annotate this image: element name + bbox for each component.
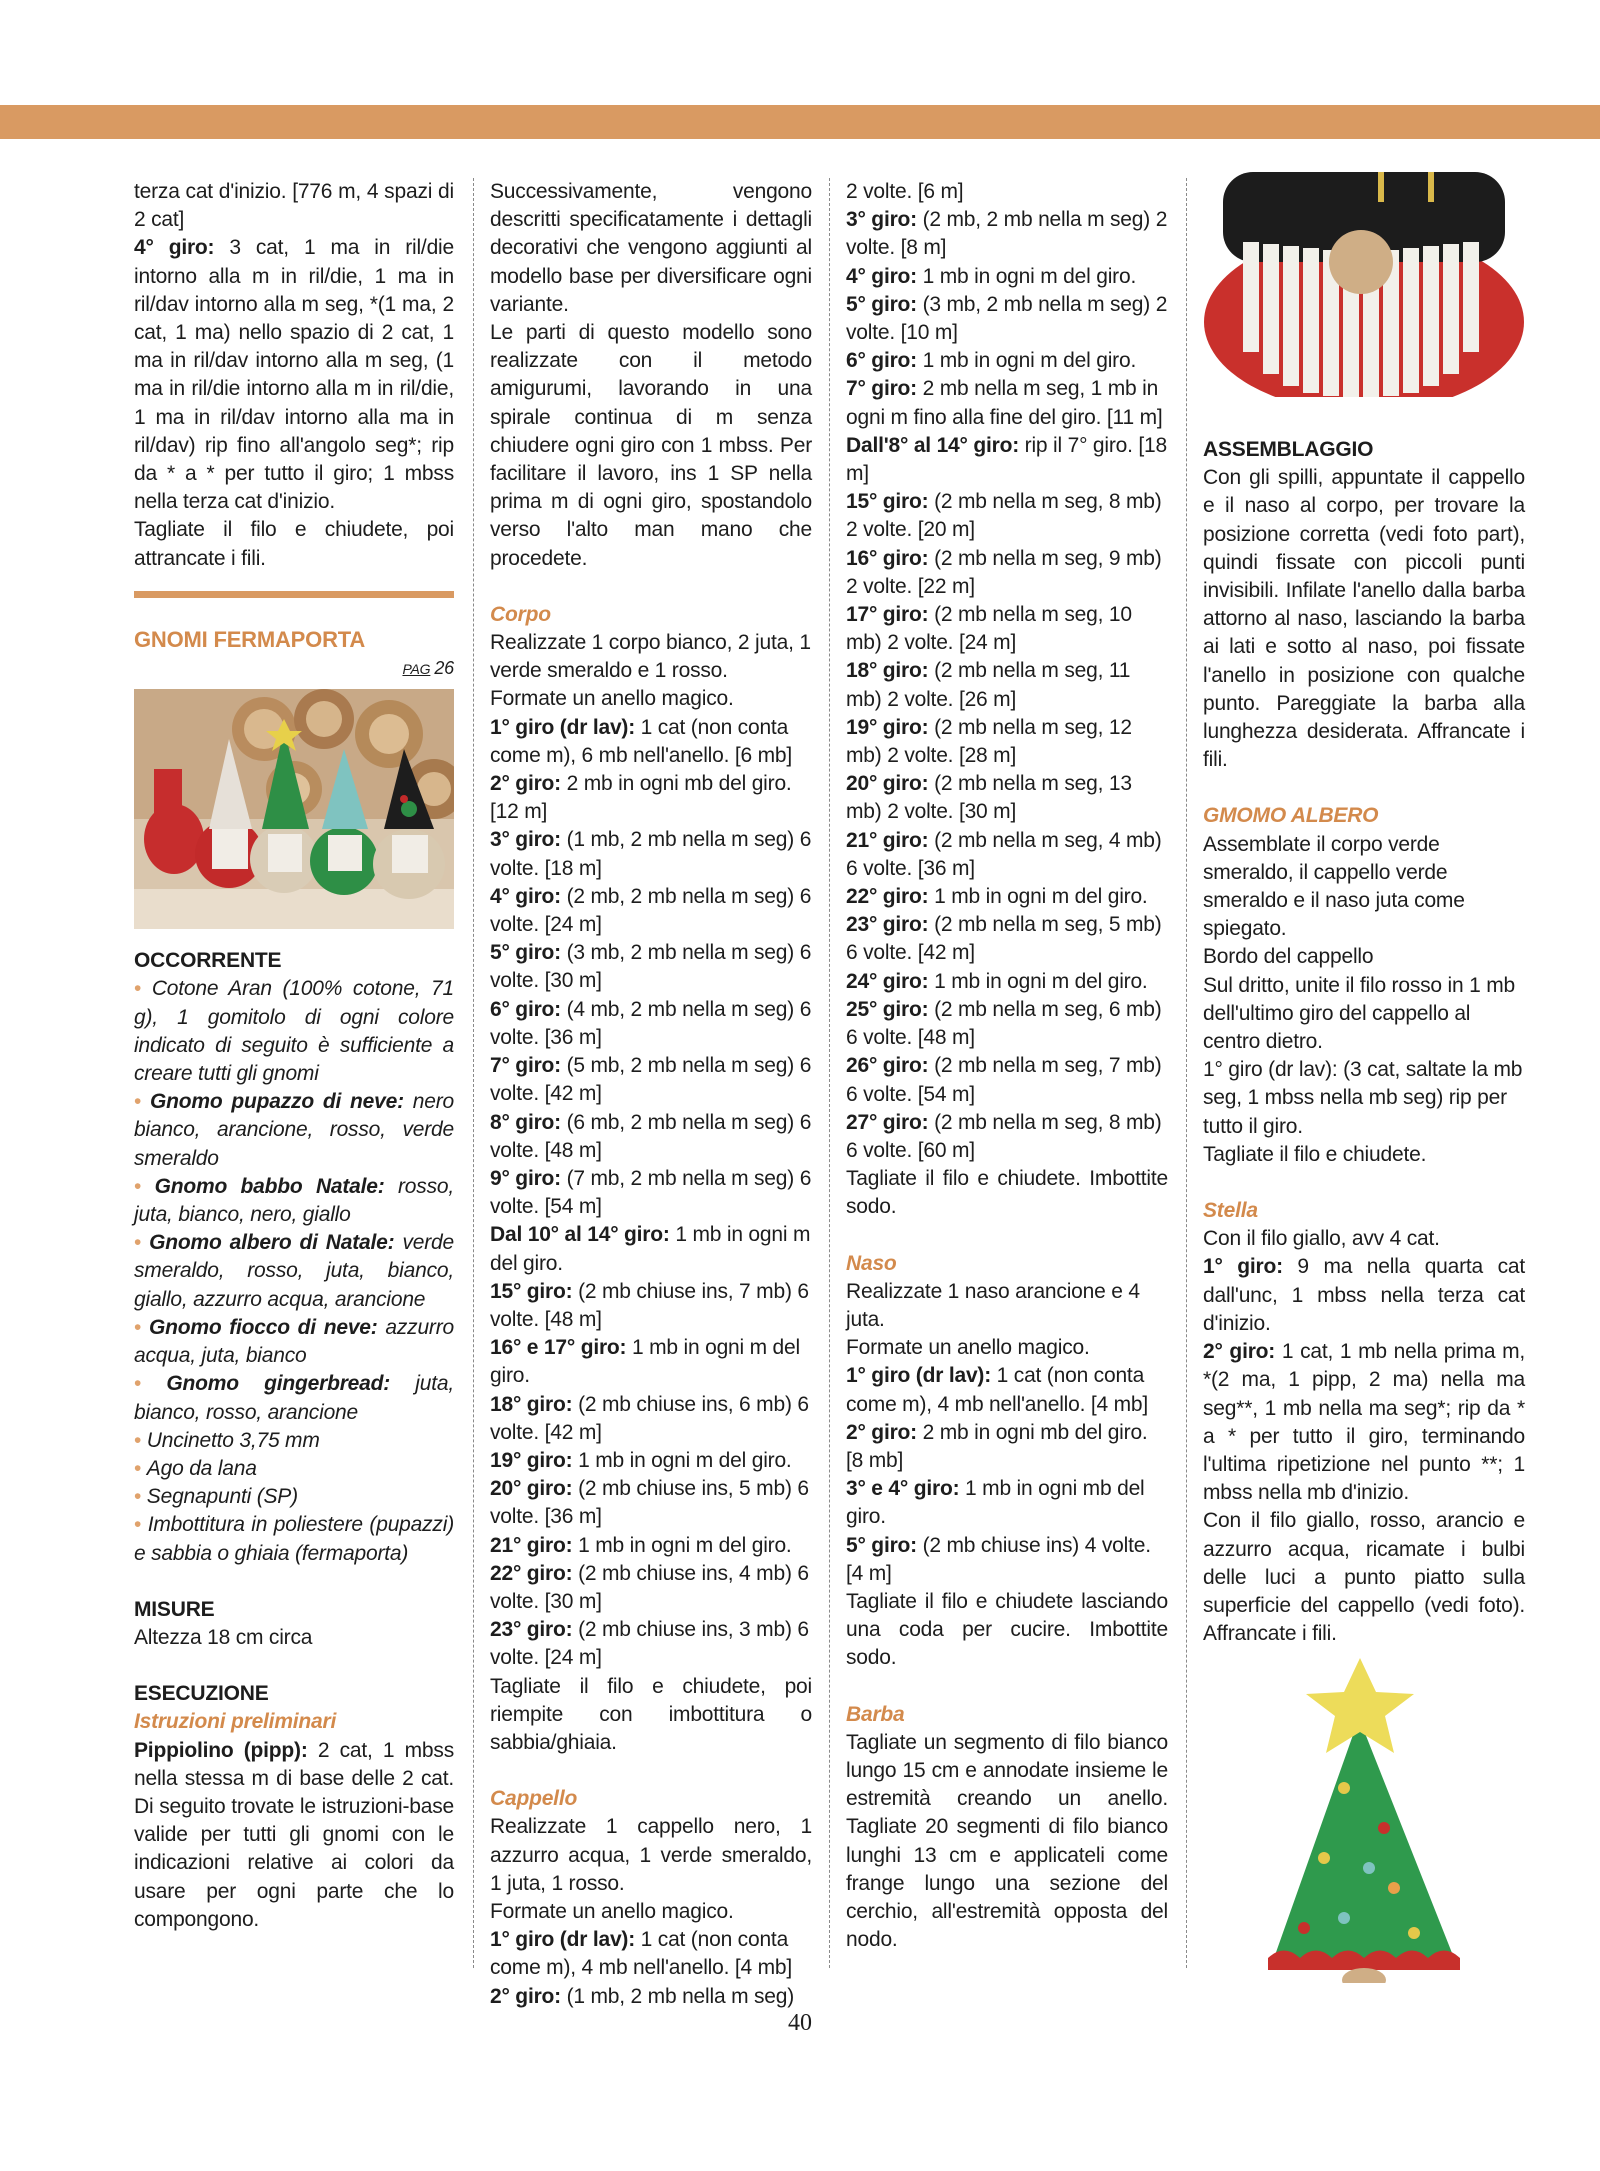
- header-color-band: [0, 105, 1600, 139]
- round-instruction: 5° giro: (2 mb chiuse ins) 4 volte. [4 m]: [846, 1533, 1151, 1585]
- paragraph: Con il filo giallo, rosso, arancio e azzurro acqua, ricamate i bulbi delle luci a punto piatto sulla superficie del cappello (vedi foto). Affrancate i fili.: [1203, 1509, 1525, 1646]
- round-instruction: 4° giro: 1 mb in ogni m del giro.: [846, 264, 1137, 288]
- round-instruction: 1° giro: 9 ma nella quarta cat dall'unc, 1 mbss nella terza cat d'inizio.: [1203, 1255, 1525, 1335]
- round-instruction: 4° giro: 3 cat, 1 ma in ril/die intorno alla m in ril/die, 1 ma in ril/dav intorno alla m seg, *(1 ma, 2 cat, 1 ma) nello spazio di 2 cat, 1 ma in ril/dav intorno alla m seg, (1 ma in ril/die intorno alla m in ril/die, 1 ma in ril/dav intorno alla ma in ril/dav) rip fino all'angolo seg*; rip da * a * per tutto il giro; 1 mbss nella terza cat d'inizio.: [134, 236, 454, 514]
- round-instruction: Dal 10° al 14° giro: 1 mb in ogni m del giro.: [490, 1223, 811, 1275]
- paragraph: Realizzate 1 corpo bianco, 2 juta, 1 verde smeraldo e 1 rosso.: [490, 631, 811, 683]
- round-instruction: 19° giro: 1 mb in ogni m del giro.: [490, 1448, 792, 1472]
- subheading: Istruzioni preliminari: [134, 1710, 337, 1734]
- round-instruction: 1° giro (dr lav): 1 cat (non conta come m), 4 mb nell'anello. [4 mb]: [490, 1928, 793, 1980]
- list-item: • Gnomo babbo Natale: rosso, juta, bianco, nero, giallo: [134, 1174, 454, 1227]
- paragraph: Le parti di questo modello sono realizzate con il metodo amigurumi, lavorando in una spirale continua di m senza chiudere ogni giro con 1 mbss. Per facilitare il lavoro, ins 1 SP nella prima m di ogni giro, spostandolo verso l'alto man mano che procedete.: [490, 321, 812, 570]
- list-item: • Cotone Aran (100% cotone, 71 g), 1 gomitolo di ogni colore indicato di seguito è sufficiente a creare tutti gli gnomi: [134, 977, 454, 1086]
- round-instruction: 7° giro: (5 mb, 2 mb nella m seg) 6 volte. [42 m]: [490, 1054, 812, 1106]
- section-rule: [134, 591, 454, 598]
- round-instruction: 2° giro: 2 mb in ogni mb del giro. [12 m]: [490, 772, 792, 824]
- round-instruction: 6° giro: 1 mb in ogni m del giro.: [846, 349, 1137, 373]
- section-heading: OCCORRENTE: [134, 949, 282, 973]
- list-item: • Imbottitura in poliestere (pupazzi) e sabbia o ghiaia (fermaporta): [134, 1513, 454, 1565]
- subheading: GMOMO ALBERO: [1203, 804, 1379, 828]
- round-instruction: 21° giro: (2 mb nella m seg, 4 mb) 6 volte. [36 m]: [846, 828, 1162, 880]
- paragraph: Bordo del cappello: [1203, 945, 1374, 969]
- subheading: Barba: [846, 1702, 905, 1726]
- round-instruction: 22° giro: (2 mb chiuse ins, 4 mb) 6 volte. [30 m]: [490, 1561, 809, 1613]
- round-instruction: 2° giro: 2 mb in ogni mb del giro. [8 mb]: [846, 1420, 1148, 1472]
- round-instruction: 16° giro: (2 mb nella m seg, 9 mb) 2 volte. [22 m]: [846, 546, 1162, 598]
- round-instruction: 18° giro: (2 mb chiuse ins, 6 mb) 6 volte. [42 m]: [490, 1392, 809, 1444]
- paragraph: Realizzate 1 naso arancione e 4 juta.: [846, 1279, 1140, 1331]
- round-instruction: 6° giro: (4 mb, 2 mb nella m seg) 6 volte. [36 m]: [490, 997, 812, 1049]
- section-heading: MISURE: [134, 1597, 215, 1621]
- round-instruction: 2° giro: 1 cat, 1 mb nella prima m, *(2 ma, 1 pipp, 2 ma) nella ma seg**, 1 mb nella ma seg*; rip da * a * per tutto il giro, terminando l'ultima ripetizione nel punto **; 1 mbss nella mb d'inizio.: [1203, 1340, 1525, 1505]
- tree-gnome-photo: [1244, 1658, 1484, 1983]
- section-heading: ESECUZIONE: [134, 1682, 269, 1706]
- materials-list: [134, 975, 454, 1567]
- round-instruction: 1° giro (dr lav): 1 cat (non conta come m), 6 mb nell'anello. [6 mb]: [490, 715, 793, 767]
- paragraph: Tagliate un segmento di filo bianco lungo 15 cm e annodate insieme le estremità creando un anello. Tagliate 20 segmenti di filo bianco lunghi 13 cm e applicateli come frange lungo una sezione del cerchio, all'estremità opposta del nodo.: [846, 1730, 1168, 1952]
- paragraph: Formate un anello magico.: [490, 1899, 734, 1923]
- santa-gnome-detail-photo: [1203, 172, 1525, 397]
- round-instruction: 27° giro: (2 mb nella m seg, 8 mb) 6 volte. [60 m]: [846, 1110, 1162, 1162]
- round-instruction: 16° e 17° giro: 1 mb in ogni m del giro.: [490, 1336, 800, 1388]
- column-4: [1203, 436, 1525, 1648]
- list-item: • Gnomo albero di Natale: verde smeraldo, rosso, juta, bianco, giallo, azzurro acqua, arancione: [134, 1231, 454, 1311]
- round-instruction: 8° giro: (6 mb, 2 mb nella m seg) 6 volte. [48 m]: [490, 1110, 812, 1162]
- round-instruction: 23° giro: (2 mb chiuse ins, 3 mb) 6 volte. [24 m]: [490, 1618, 809, 1670]
- paragraph: terza cat d'inizio. [776 m, 4 spazi di 2 cat]: [134, 180, 454, 232]
- round-instruction: 3° e 4° giro: 1 mb in ogni mb del giro.: [846, 1477, 1145, 1529]
- round-instruction: Dall'8° al 14° giro: rip il 7° giro. [18 m]: [846, 433, 1167, 486]
- page-number: 40: [788, 2010, 812, 2036]
- round-instruction: 3° giro: (2 mb, 2 mb nella m seg) 2 volte. [8 m]: [846, 208, 1168, 260]
- paragraph: Realizzate 1 cappello nero, 1 azzurro acqua, 1 verde smeraldo, 1 juta, 1 rosso.: [490, 1815, 812, 1895]
- paragraph: Altezza 18 cm circa: [134, 1625, 313, 1649]
- round-instruction: 20° giro: (2 mb nella m seg, 13 mb) 2 volte. [30 m]: [846, 772, 1132, 824]
- subheading: Stella: [1203, 1199, 1258, 1223]
- subheading: Naso: [846, 1251, 897, 1275]
- paragraph: Con il filo giallo, avv 4 cat.: [1203, 1227, 1440, 1251]
- list-item: • Uncinetto 3,75 mm: [134, 1428, 320, 1452]
- round-instruction: 1° giro (dr lav): 1 cat (non conta come m), 4 mb nell'anello. [4 mb]: [846, 1364, 1149, 1416]
- round-instruction: 4° giro: (2 mb, 2 mb nella m seg) 6 volte. [24 m]: [490, 884, 812, 937]
- column-divider: [473, 178, 474, 1968]
- list-item: • Segnapunti (SP): [134, 1485, 298, 1509]
- round-instruction: 7° giro: 2 mb nella m seg, 1 mb in ogni m fino alla fine del giro. [11 m]: [846, 377, 1163, 429]
- paragraph: Con gli spilli, appuntate il cappello e il naso al corpo, per trovare la posizione corretta (vedi foto part), quindi fissate con piccoli punti invisibili. Infilate l'anello dalla barba attorno al naso, lasciando la barba ai lati e sotto al naso, poi fissate l'anello in posizione con qualche punto. Pareggiate la barba alla lunghezza desiderata. Affrancate i fili.: [1203, 466, 1525, 772]
- round-instruction: 17° giro: (2 mb nella m seg, 10 mb) 2 volte. [24 m]: [846, 603, 1132, 655]
- list-item: • Gnomo pupazzo di neve: nero bianco, arancione, rosso, verde smeraldo: [134, 1090, 454, 1170]
- paragraph: Pippiolino (pipp): 2 cat, 1 mbss nella stessa m di base delle 2 cat. Di seguito trovate le istruzioni-base valide per tutti gli gnomi con le indicazioni relative ai colori da usare per ogni parte che lo compongono.: [134, 1738, 455, 1931]
- round-instruction: 15° giro: (2 mb nella m seg, 8 mb) 2 volte. [20 m]: [846, 490, 1162, 542]
- paragraph: 2 volte. [6 m]: [846, 180, 964, 203]
- page-reference: PAG 26: [402, 658, 454, 679]
- paragraph: Formate un anello magico.: [846, 1336, 1090, 1360]
- paragraph: Successivamente, vengono descritti specificatamente i dettagli decorativi che vengono aggiunti al modello base per diversificare ogni variante.: [490, 180, 812, 316]
- paragraph: 1° giro (dr lav): (3 cat, saltate la mb seg, 1 mbss nella mb seg) rip per tutto il giro.: [1203, 1058, 1523, 1138]
- paragraph: Tagliate il filo e chiudete lasciando una coda per cucire. Imbottite sodo.: [846, 1589, 1168, 1670]
- round-instruction: 18° giro: (2 mb nella m seg, 11 mb) 2 volte. [26 m]: [846, 659, 1131, 711]
- list-item: • Gnomo gingerbread: juta, bianco, rosso, arancione: [134, 1372, 454, 1424]
- section-heading: ASSEMBLAGGIO: [1203, 438, 1374, 461]
- round-instruction: 25° giro: (2 mb nella m seg, 6 mb) 6 volte. [48 m]: [846, 997, 1162, 1050]
- round-instruction: 21° giro: 1 mb in ogni m del giro.: [490, 1533, 792, 1557]
- paragraph: Assemblate il corpo verde smeraldo, il cappello verde smeraldo e il naso juta come spiegato.: [1203, 832, 1465, 941]
- subheading: Corpo: [490, 602, 551, 626]
- column-divider: [1186, 178, 1187, 1968]
- round-instruction: 26° giro: (2 mb nella m seg, 7 mb) 6 volte. [54 m]: [846, 1054, 1162, 1106]
- paragraph: Formate un anello magico.: [490, 687, 734, 711]
- paragraph: Tagliate il filo e chiudete, poi attrancate i fili.: [134, 518, 454, 570]
- round-instruction: 5° giro: (3 mb, 2 mb nella m seg) 6 volte. [30 m]: [490, 941, 812, 993]
- paragraph: Tagliate il filo e chiudete. Imbottite sodo.: [846, 1167, 1168, 1219]
- round-instruction: 9° giro: (7 mb, 2 mb nella m seg) 6 volte. [54 m]: [490, 1166, 812, 1219]
- paragraph: Sul dritto, unite il filo rosso in 1 mb dell'ultimo giro del cappello al centro dietro.: [1203, 973, 1516, 1054]
- round-instruction: 23° giro: (2 mb nella m seg, 5 mb) 6 volte. [42 m]: [846, 913, 1162, 965]
- round-instruction: 22° giro: 1 mb in ogni m del giro.: [846, 885, 1148, 909]
- round-instruction: 15° giro: (2 mb chiuse ins, 7 mb) 6 volte. [48 m]: [490, 1279, 809, 1331]
- paragraph: Tagliate il filo e chiudete.: [1203, 1142, 1427, 1166]
- list-item: • Ago da lana: [134, 1456, 257, 1480]
- round-instruction: 19° giro: (2 mb nella m seg, 12 mb) 2 volte. [28 m]: [846, 715, 1132, 768]
- round-instruction: 2° giro: (1 mb, 2 mb nella m seg): [490, 1984, 795, 2008]
- paragraph: Tagliate il filo e chiudete, poi riempite con imbottitura o sabbia/ghiaia.: [490, 1674, 812, 1754]
- round-instruction: 24° giro: 1 mb in ogni m del giro.: [846, 969, 1148, 993]
- gnomes-doorstop-photo: [134, 689, 454, 929]
- subheading: Cappello: [490, 1787, 578, 1811]
- round-instruction: 3° giro: (1 mb, 2 mb nella m seg) 6 volte. [18 m]: [490, 828, 812, 880]
- column-divider: [829, 178, 830, 1968]
- round-instruction: 20° giro: (2 mb chiuse ins, 5 mb) 6 volte. [36 m]: [490, 1477, 809, 1529]
- column-3: [846, 178, 1168, 1954]
- round-instruction: 5° giro: (3 mb, 2 mb nella m seg) 2 volte. [10 m]: [846, 292, 1168, 345]
- section-title: GNOMI FERMAPORTA: [134, 626, 366, 652]
- column-2: [490, 178, 812, 2011]
- list-item: • Gnomo fiocco di neve: azzurro acqua, juta, bianco: [134, 1315, 454, 1368]
- column-1: [134, 178, 454, 1934]
